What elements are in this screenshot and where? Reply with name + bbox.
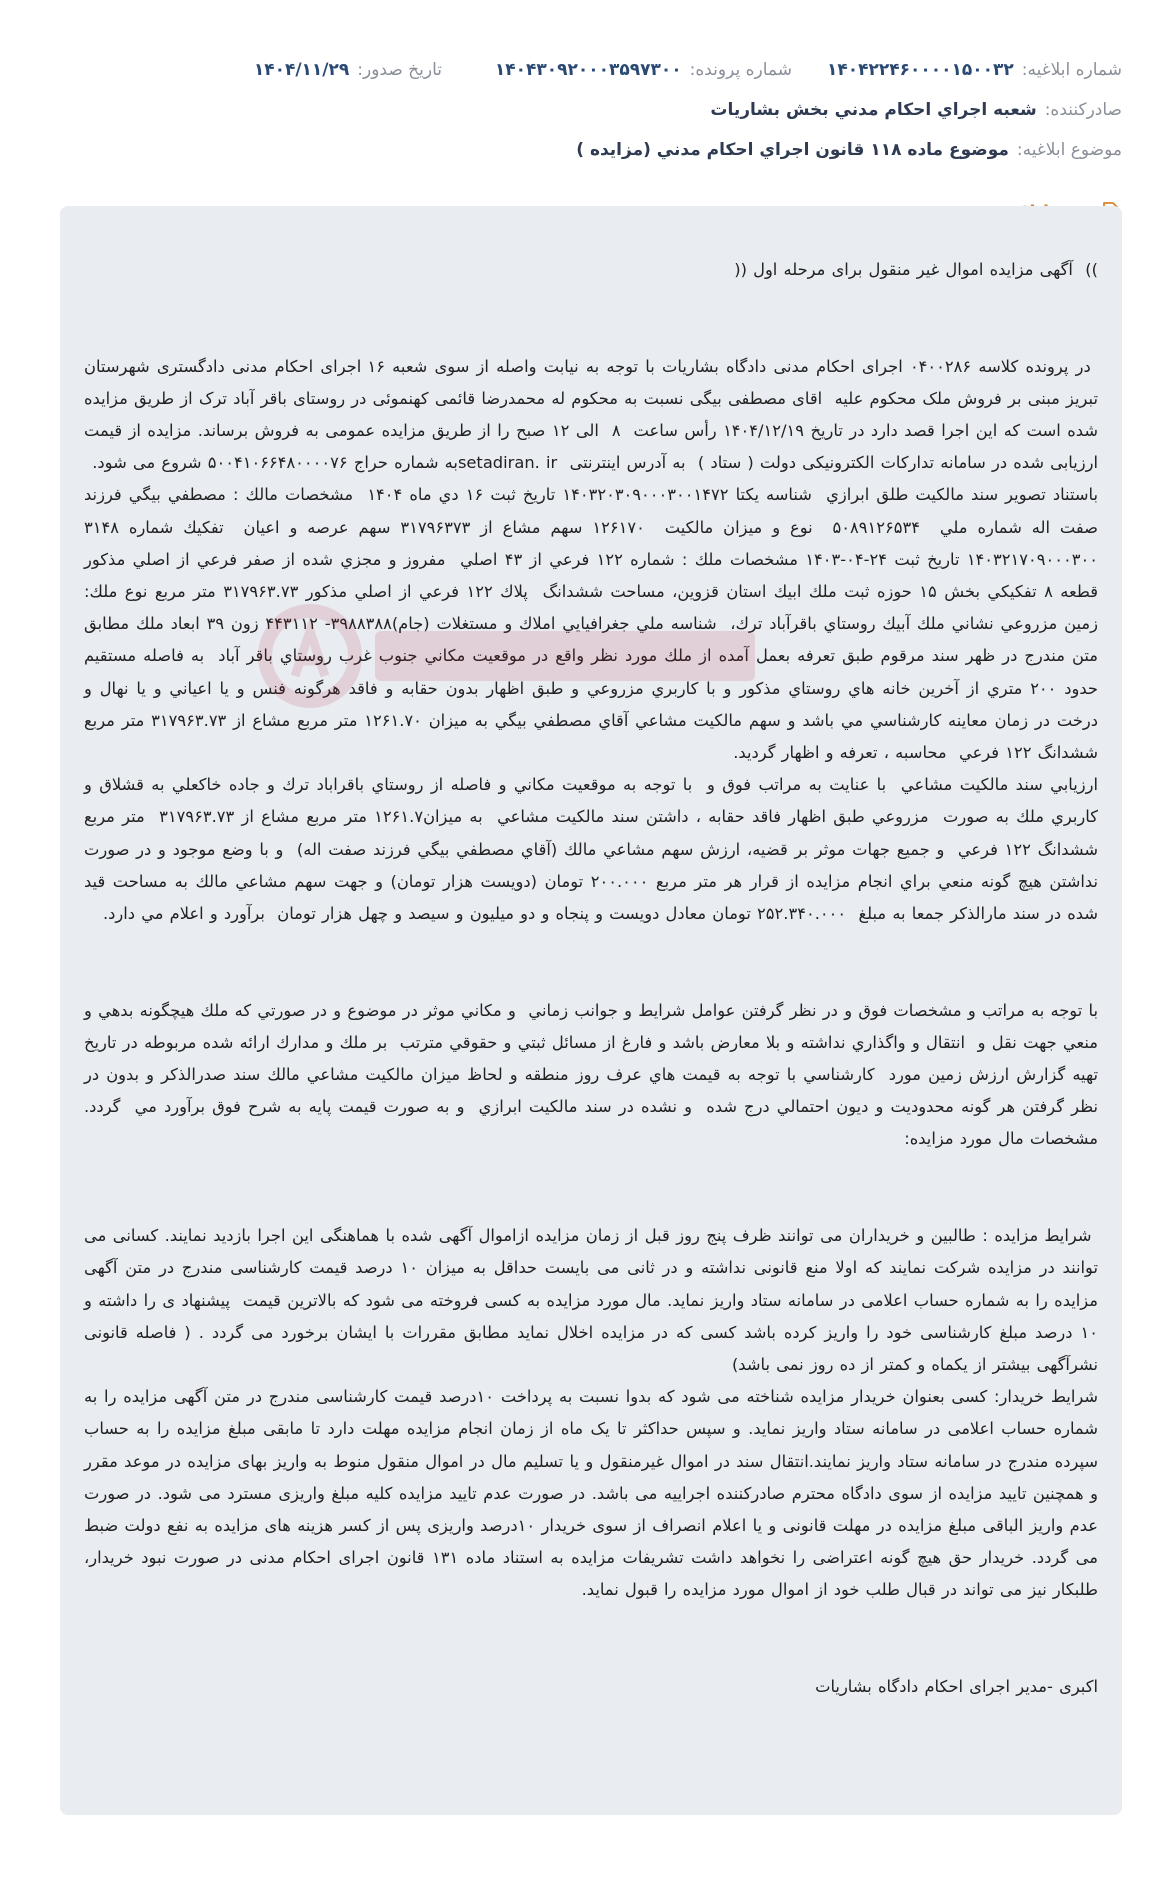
subject-value: موضوع ماده ۱۱۸ قانون اجراي احکام مدني (مزايده ): [576, 140, 1009, 160]
issuer-value: شعبه اجراي احکام مدني بخش بشاريات: [710, 100, 1037, 120]
notice-body-box: [60, 206, 1122, 1815]
notice-number-value: ۱۴۰۴۲۲۴۶۰۰۰۰۱۵۰۰۳۲: [826, 60, 1014, 80]
case-number-value: ۱۴۰۴۳۰۹۲۰۰۰۳۵۹۷۳۰۰: [494, 60, 682, 80]
issuer: [710, 100, 1122, 120]
notice-number: [792, 60, 1122, 80]
meta-row-numbers: [60, 50, 1122, 90]
meta-row-subject: [60, 130, 1122, 170]
meta-row-issuer: [60, 90, 1122, 130]
issuer-label: صادرکننده:: [1044, 100, 1122, 120]
issue-date: [254, 60, 442, 80]
subject-label: موضوع ابلاغيه:: [1016, 140, 1122, 160]
subject: [576, 140, 1122, 160]
notice-body-text: [84, 254, 1098, 1703]
issue-date-label: تاريخ صدور:: [357, 60, 442, 80]
issue-date-value: ۱۴۰۴/۱۱/۲۹: [253, 60, 350, 80]
notice-header: [60, 50, 1122, 170]
notice-number-label: شماره ابلاغيه:: [1021, 60, 1122, 80]
notice-body: )) آگهی مزایده اموال غیر منقول برای مرحله اول (( در پرونده کلاسه ۰۴۰۰۲۸۶ اجرای احکام مدنی دادگاه بشاریات با توجه به نیابت واصله از سوی شعبه ۱۶ اجرای احکام مدنی دادگستری شهرستان تبریز مبنی بر فروش ملک محکوم علیه اقای مصطفی بیگی نسبت به محکوم له محمدرضا قائمی کهنموئی در روستای باقر آباد ترک از طریق مزایده شده است که این اجرا قصد دارد در تاریخ ۱۴۰۴/۱۲/۱۹ رأس ساعت ۸ الی ۱۲ صبح را از طریق مزایده عمومی به فروش برساند. مزایده از قیمت ارزیابی شده در سامانه تدارکات الکترونیکی دولت ( ستاد ) به آدرس اینترنتی setadiran. irبه شماره حراج ۵۰۰۴۱۰۶۶۴۸۰۰۰۰۷۶ شروع می شود. باستناد تصوير سند مالكيت طلق ابرازي شناسه يكتا ۱۴۰۳۲۰۳۰۹۰۰۰۳۰۰۱۴۷۲ تاريخ ثبت ۱۶ دي ماه ۱۴۰۴ مشخصات مالك : مصطفي بيگي فرزند صفت اله شماره ملي ۵۰۸۹۱۲۶۵۳۴ نوع و ميزان مالكيت ۱۲۶۱۷۰ سهم مشاع از ۳۱۷۹۶۳۷۳ سهم عرصه و اعيان تفكيك شماره ۳۱۴۸ ۱۴۰۳۲۱۷۰۹۰۰۰۳۰۰ تاريخ ثبت ۲۴-۰۴-۱۴۰۳ مشخصات ملك : شماره ۱۲۲ فرعي از ۴۳ اصلي مفروز و مجزي شده از صفر فرعي از اصلي مذكور قطعه ۸ تفكيكي بخش ۱۵ حوزه ثبت ملك ابيك استان قزوين، مساحت ششدانگ پلاك ۱۲۲ فرعي از اصلي مذكور ۳۱۷۹۶۳.۷۳ متر مربع نوع ملك: زمين مزروعي نشاني ملك آبيك روستاي باقرآباد ترك، شناسه ملي جغرافيايي املاك و مستغلات (جام)۳۹۸۸۳۸۸- ۴۴۳۱۱۲ زون ۳۹ ابعاد ملك مطابق متن مندرج در ظهر سند مرقوم طبق تعرفه بعمل آمده از ملك مورد نظر واقع در موقعيت مكاني جنوب غرب روستاي باقر آباد به فاصله مستقيم حدود ۲۰۰ متري از آخرين خانه هاي روستاي مذكور و با كاربري مزروعي و طبق اظهار بدون حقابه و فاقد هرگونه فنس و يا اعياني و يا نهال و درخت در زمان معاينه كارشناسي مي باشد و سهم مالكيت مشاعي آقاي مصطفي بيگي به ميزان ۱۲۶۱.۷۰ متر مربع مشاع از ۳۱۷۹۶۳.۷۳ متر مربع ششدانگ ۱۲۲ فرعي محاسبه ، تعرفه و اظهار گرديد. ارزيابي سند مالكيت مشاعي با عنايت به مراتب فوق و با توجه به موقعيت مكاني و فاصله از روستاي باقراباد ترك و جاده خاكعلي به قشلاق و كاربري ملك به صورت مزروعي طبق اظهار فاقد حقابه ، داشتن سند مالكيت مشاعي به ميزان۱۲۶۱.۷ متر مربع مشاع از ۳۱۷۹۶۳.۷۳ متر مربع ششدانگ ۱۲۲ فرعي و جميع جهات موثر بر قضيه، ارزش سهم مشاعي مالك (آقاي مصطفي بيگي فرزند صفت اله) و با وضع موجود و در صورت نداشتن هيچ گونه منعي براي انجام مزايده از قرار هر متر مربع ۲۰۰.۰۰۰ تومان (دويست هزار تومان) و جهت سهم مشاعي مالك به مساحت قيد شده در سند مارالذكر جمعا به مبلغ ۲۵۲.۳۴۰.۰۰۰ تومان معادل دويست و پنجاه و دو ميليون و سيصد و چهل هزار تومان برآورد و اعلام مي دارد. با توجه به مراتب و مشخصات فوق و در نظر گرفتن عوامل شرايط و جوانب زماني و مكاني موثر در موضوع و در صورتي كه ملك هيچگونه بدهي و منعي جهت نقل و انتقال و واگذاري نداشته و بلا معارض باشد و فارغ از مسائل ثبتي و حقوقي مترتب بر ملك و مدارك ارائه شده مربوطه در تاريخ تهيه گزارش ارزش زمين مورد كارشناسي با توجه به قيمت هاي عرف روز منطقه و لحاظ ميزان مالكيت مشاعي مالك سند صدرالذكر و بدون در نظر گرفتن هر گونه محدوديت و ديون احتمالي درج شده و نشده در سند مالكيت ابرازي و به صورت قيمت پايه به شرح فوق برآورد مي گردد. مشخصات مال مورد مزایده: شرایط مزایده : طالبین و خریداران می توانند ظرف پنج روز قبل از زمان مزایده ازاموال آگهی شده با هماهنگی این اجرا بازدید نمایند. کسانی می توانند در مزایده شرکت نمایند که اولا منع قانونی نداشته و در ثانی می بایست حداقل به میزان ۱۰ درصد قیمت کارشناسی مندرج در متن آگهی مزایده را به شماره حساب اعلامی در سامانه ستاد واریز نماید. مال مورد مزایده به کسی فروخته می شود که بالاترین قیمت پیشنهاد ی را داشته و ۱۰ درصد مبلغ کارشناسی خود را واریز کرده باشد کسی که در مزایده اخلال نماید مطابق مقررات با ایشان برخورد می گردد . ( فاصله قانونی نشرآگهی بیشتر از یکماه و کمتر از ده روز نمی باشد) شرایط خریدار: کسی بعنوان خریدار مزایده شناخته می شود که بدوا نسبت به پرداخت ۱۰درصد قیمت کارشناسی مندرج در متن آگهی مزایده را به شماره حساب اعلامی در سامانه ستاد واریز نماید. و سپس حداکثر تا یک ماه از زمان انجام مزایده مهلت دارد تا مابقی مبلغ مزایده را به حساب سپرده مندرج در سامانه ستاد واریز نمایند.انتقال سند در اموال غیرمنقول و یا تسلیم مال در اموال منقول منوط به واریز بهای مزایده در موعد مقرر و همچنین تایید مزایده از سوی دادگاه محترم صادرکننده اجراییه می باشد. در صورت عدم تایید مزایده کلیه مبلغ واریزی مسترد می شود. در صورت عدم واریز الباقی مبلغ مزایده در مهلت قانونی و یا اعلام انصراف از سوی خریدار ۱۰درصد واریزی پس از کسر هزینه های مزایده به نفع دولت ضبط می گردد. خریدار حق هیچ گونه اعتراضی را نخواهد داشت تشریفات مزایده به استناد ماده ۱۳۱ قانون اجرای احکام مدنی در صورت نبود خریدار، طلبکار نیز می تواند در قبال طلب خود از اموال مورد مزایده را قبول نماید. اکبری -مدیر اجرای احکام دادگاه بشاریات: [84, 260, 1099, 1696]
case-number-label: شماره پرونده:: [689, 60, 792, 80]
case-number: [442, 60, 792, 80]
